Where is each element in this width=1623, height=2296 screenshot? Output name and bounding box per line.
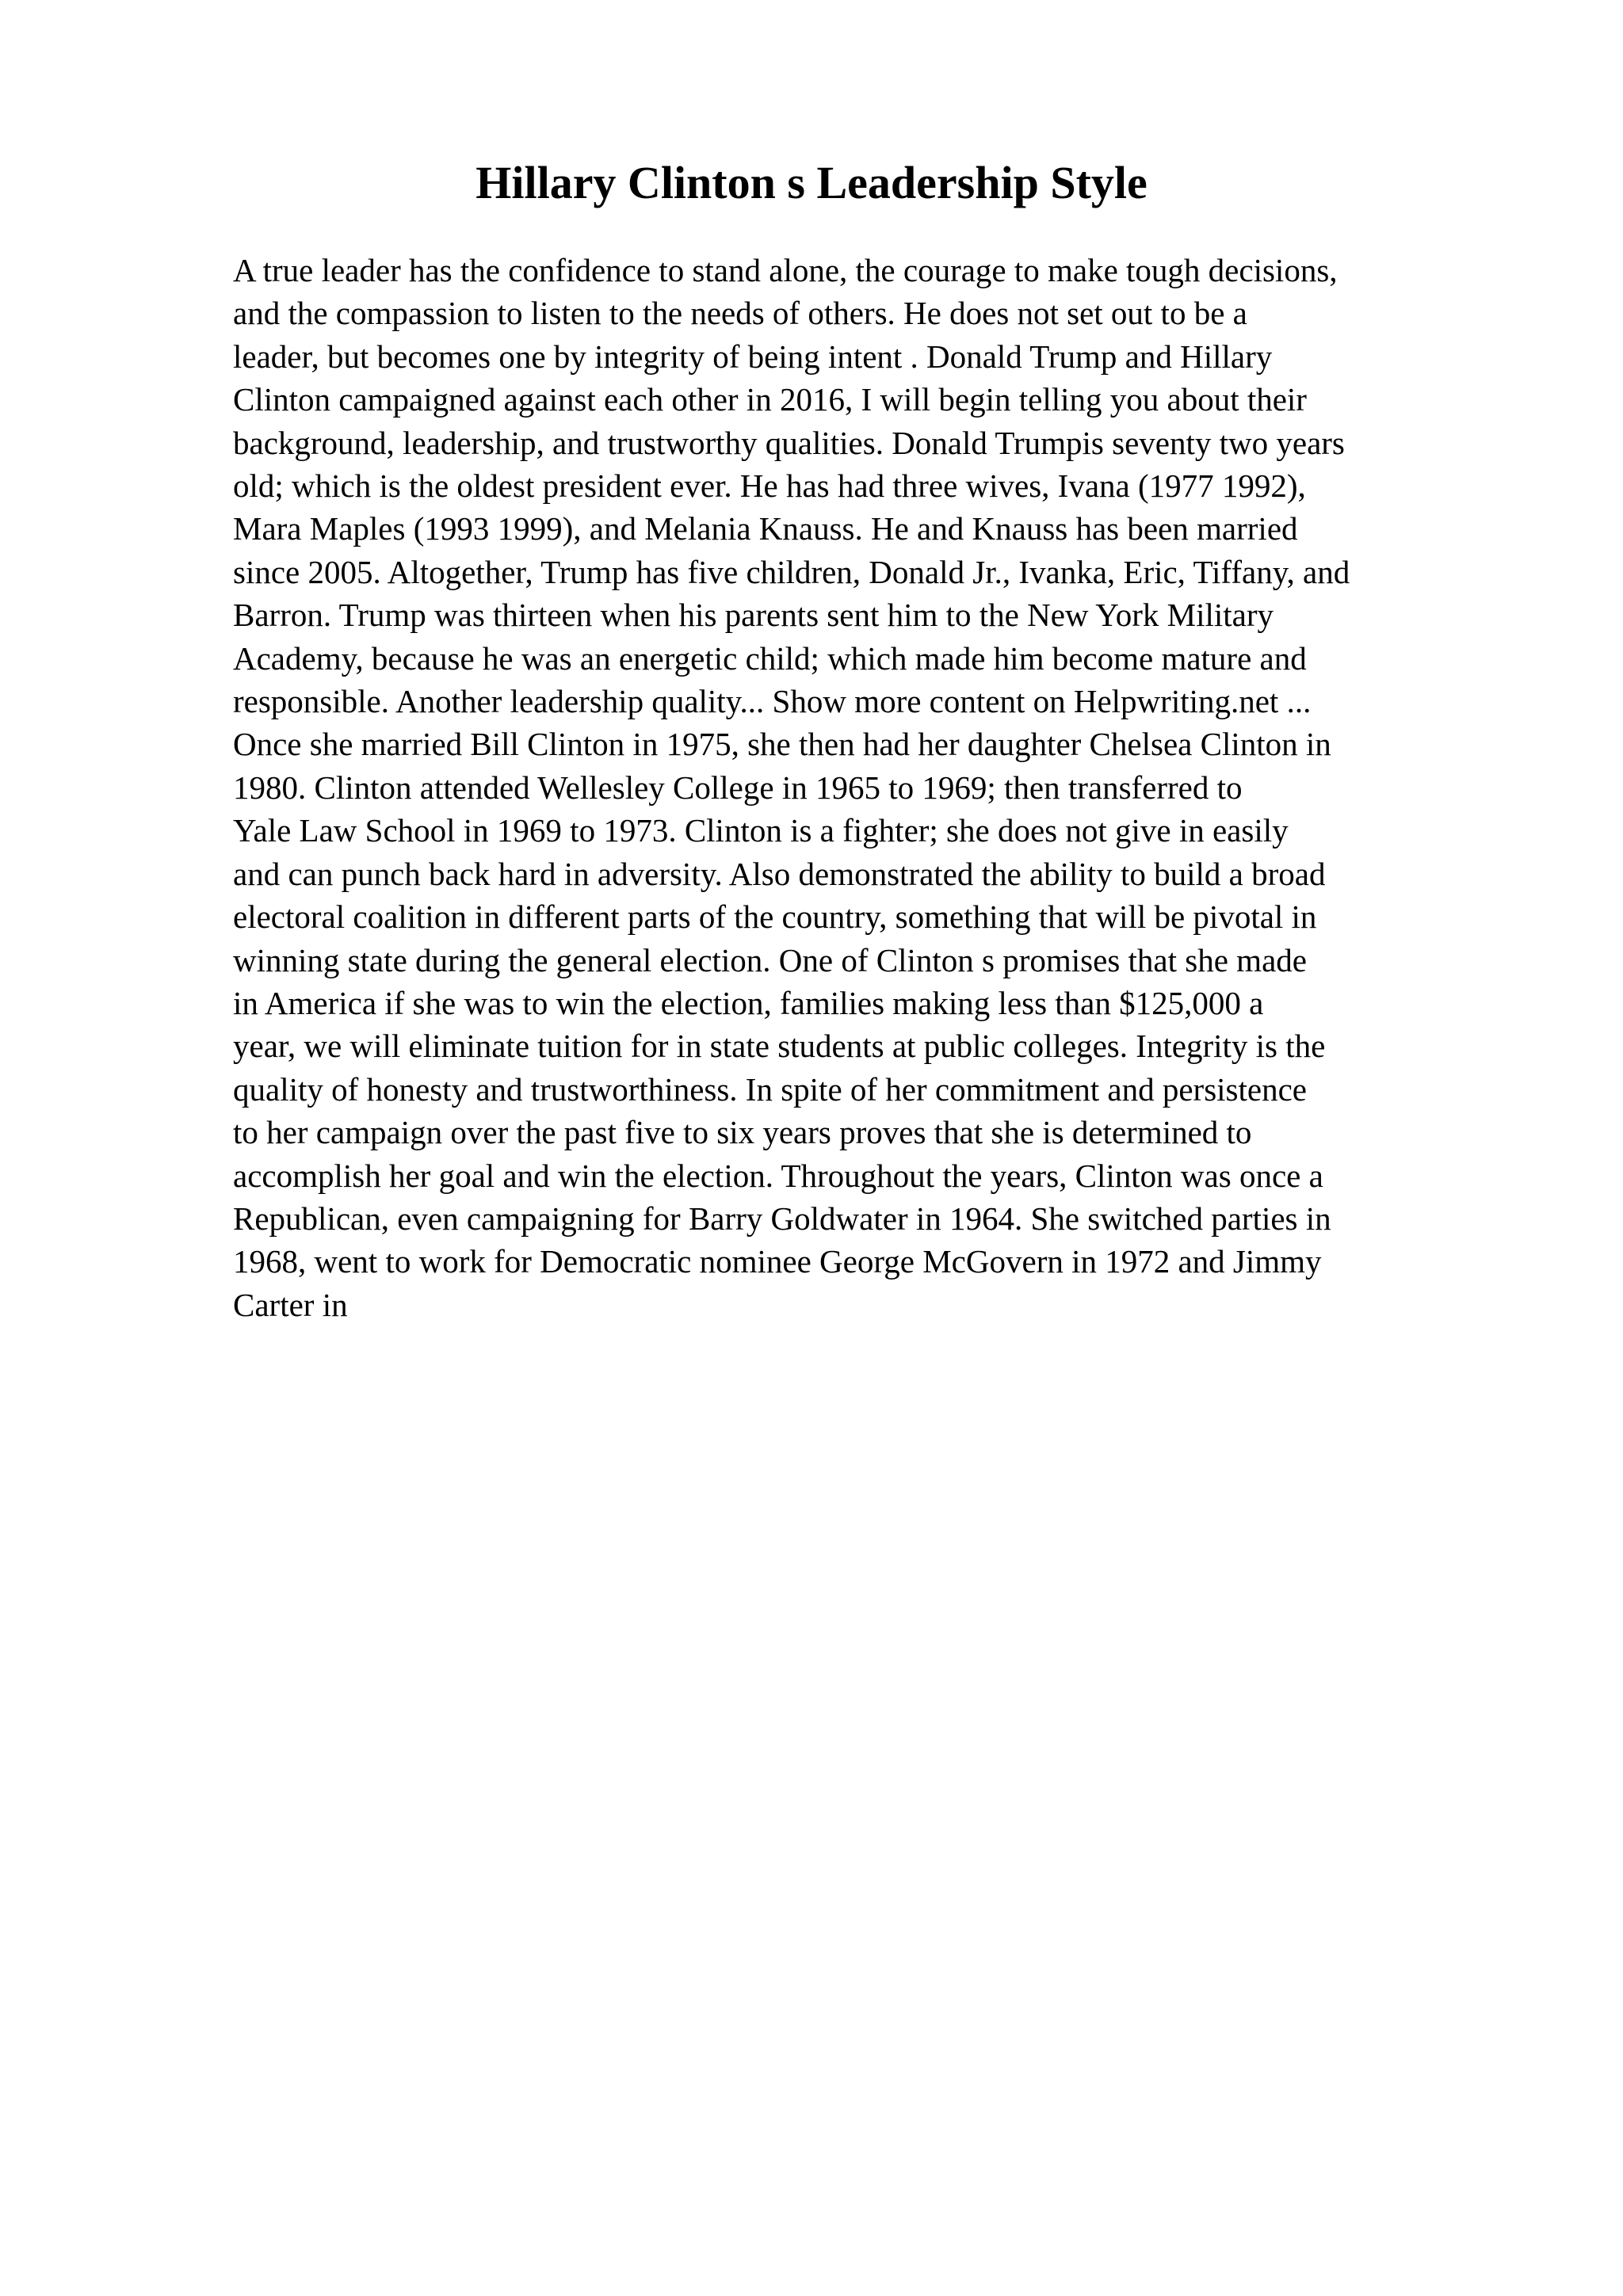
document-body xyxy=(233,249,1533,1326)
body-line: Carter in xyxy=(233,1286,348,1323)
body-line: background, leadership, and trustworthy qualities. Donald Trumpis seventy two years xyxy=(233,424,1345,461)
body-line: quality of honesty and trustworthiness. In spite of her commitment and persistence xyxy=(233,1070,1307,1108)
body-line: Yale Law School in 1969 to 1973. Clinton is a fighter; she does not give in easily xyxy=(233,812,1289,849)
body-line: Clinton campaigned against each other in 2016, I will begin telling you about their xyxy=(233,381,1307,418)
body-line: 1980. Clinton attended Wellesley College in 1965 to 1969; then transferred to xyxy=(233,769,1243,806)
body-line: Republican, even campaigning for Barry Goldwater in 1964. She switched parties in xyxy=(233,1199,1331,1237)
body-line: in America if she was to win the election, families making less than $125,000 a xyxy=(233,984,1264,1021)
body-line: Academy, because he was an energetic child; which made him become mature and xyxy=(233,639,1307,677)
body-line: old; which is the oldest president ever. He has had three wives, Ivana (1977 1992), xyxy=(233,467,1306,505)
body-line: year, we will eliminate tuition for in state students at public colleges. Integrity is the xyxy=(233,1028,1326,1065)
body-line: to her campaign over the past five to six years proves that she is determined to xyxy=(233,1114,1252,1151)
body-line: responsible. Another leadership quality... Show more content on Helpwriting.net ... xyxy=(233,683,1312,720)
body-line: since 2005. Altogether, Trump has five children, Donald Jr., Ivanka, Eric, Tiffany, and xyxy=(233,553,1350,590)
body-line: electoral coalition in different parts of the country, something that will be pivotal in xyxy=(233,898,1317,936)
body-line: 1968, went to work for Democratic nominee George McGovern in 1972 and Jimmy xyxy=(233,1243,1322,1280)
document-title: Hillary Clinton s Leadership Style xyxy=(475,157,1148,208)
body-line: and the compassion to listen to the needs of others. He does not set out to be a xyxy=(233,295,1247,332)
body-line: A true leader has the confidence to stand alone, the courage to make tough decisions, xyxy=(233,252,1338,288)
body-line: Mara Maples (1993 1999), and Melania Knauss. He and Knauss has been married xyxy=(233,510,1298,547)
body-line: Once she married Bill Clinton in 1975, she then had her daughter Chelsea Clinton in xyxy=(233,726,1331,763)
body-line: winning state during the general election. One of Clinton s promises that she made xyxy=(233,941,1307,978)
body-line: and can punch back hard in adversity. Also demonstrated the ability to build a broad xyxy=(233,855,1326,892)
body-line: Barron. Trump was thirteen when his parents sent him to the New York Military xyxy=(233,597,1274,634)
body-line: leader, but becomes one by integrity of being intent . Donald Trump and Hillary xyxy=(233,338,1273,375)
body-line: accomplish her goal and win the election. Throughout the years, Clinton was once a xyxy=(233,1157,1323,1194)
